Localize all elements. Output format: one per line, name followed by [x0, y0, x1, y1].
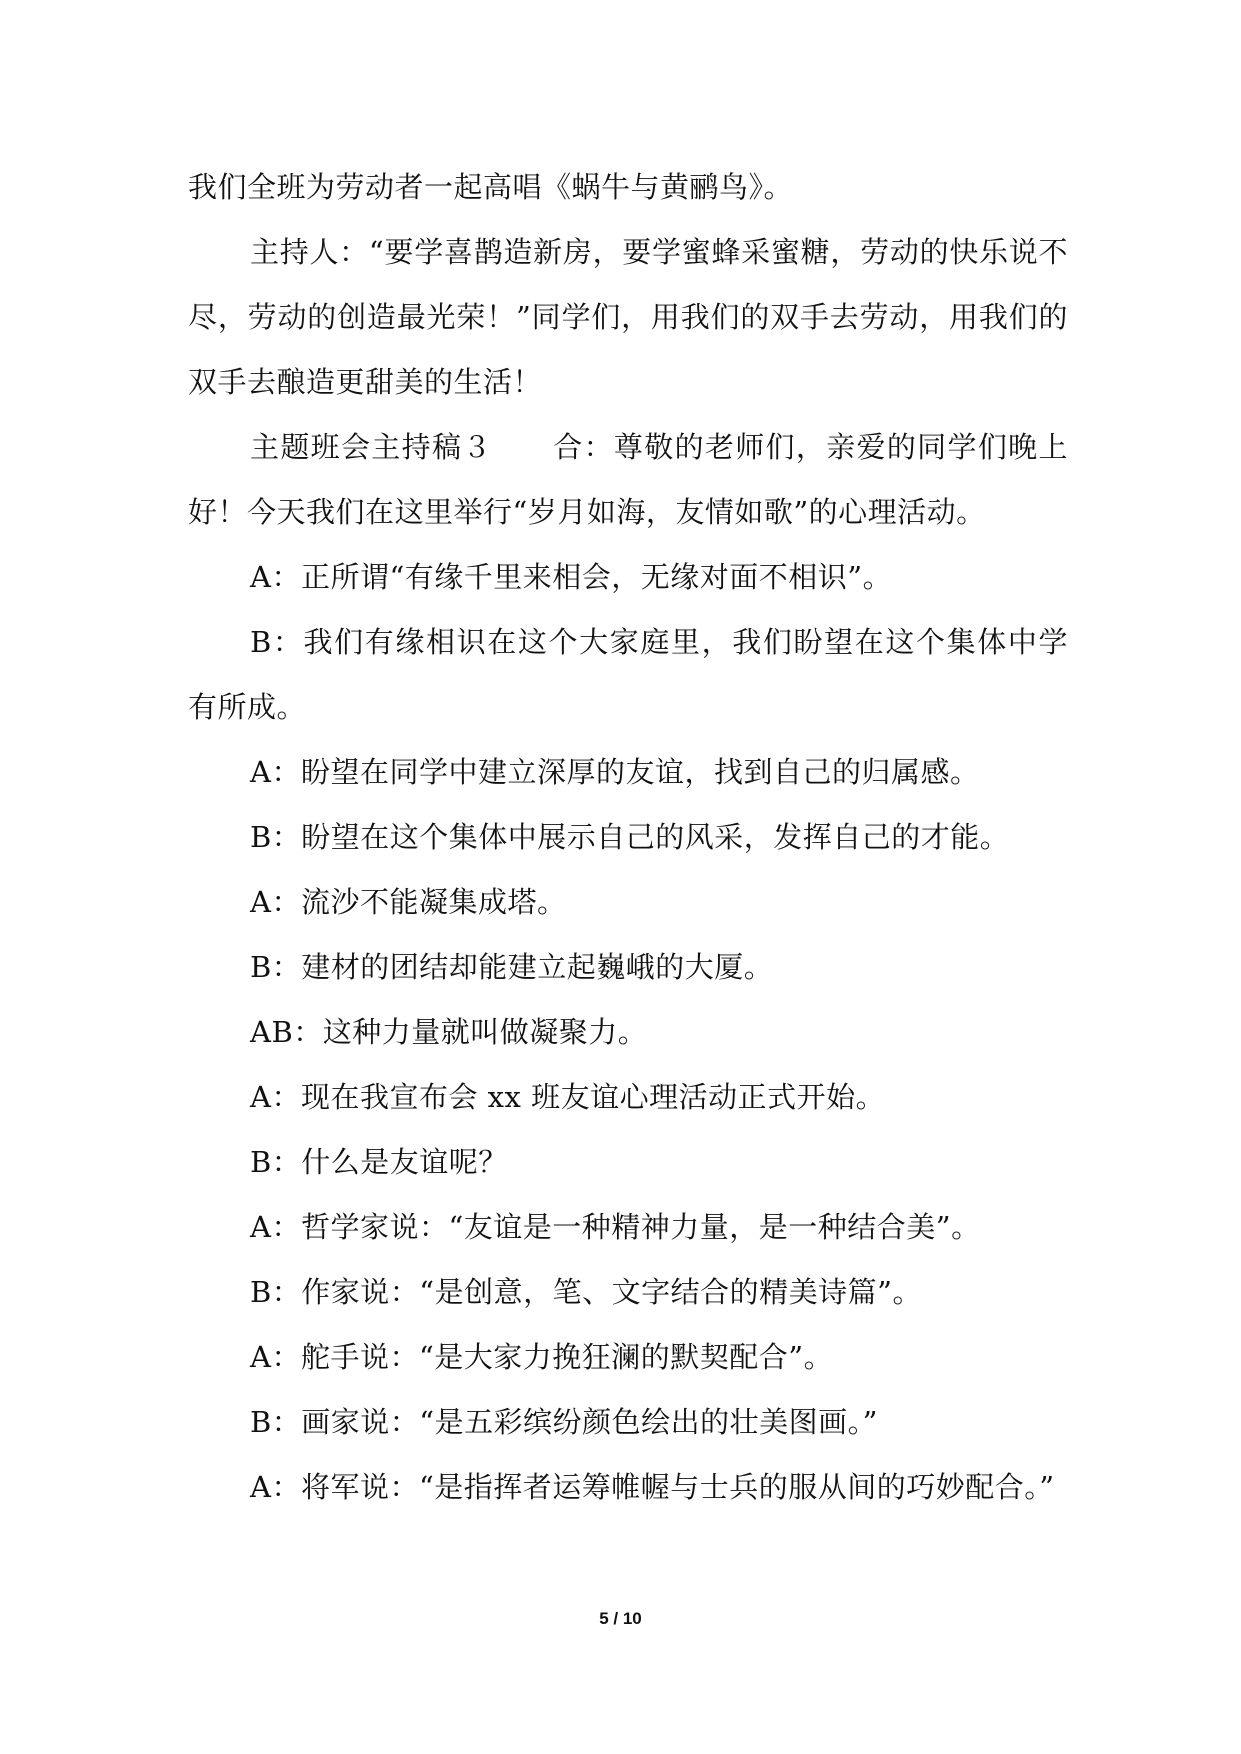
paragraph-10: AB：这种力量就叫做凝聚力。 — [250, 1015, 648, 1049]
paragraph-13: A：哲学家说：“友谊是一种精神力量，是一种结合美”。 — [250, 1210, 981, 1244]
paragraph-1: 我们全班为劳动者一起高唱《蜗牛与黄鹂鸟》。 — [188, 170, 794, 204]
paragraph-16: B：画家说：“是五彩缤纷颜色绘出的壮美图画。” — [250, 1405, 878, 1439]
document-body — [188, 155, 1068, 1520]
paragraph-5: B：我们有缘相识在这个大家庭里，我们盼望在这个集体中学有所成。 — [188, 625, 1068, 724]
paragraph-11: A：现在我宣布会 xx 班友谊心理活动正式开始。 — [250, 1080, 886, 1114]
paragraph-6: A：盼望在同学中建立深厚的友谊，找到自己的归属感。 — [250, 755, 980, 789]
paragraph-3: 主题班会主持稿３ 合：尊敬的老师们，亲爱的同学们晚上好！今天我们在这里举行“岁月如海，友情如歌”的心理活动。 — [188, 430, 1068, 529]
paragraph-9: B：建材的团结却能建立起巍峨的大厦。 — [250, 950, 774, 984]
paragraph-15: A：舵手说：“是大家力挽狂澜的默契配合”。 — [250, 1340, 834, 1374]
paragraph-14: B：作家说：“是创意，笔、文字结合的精美诗篇”。 — [250, 1275, 922, 1309]
page-number: 5 / 10 — [599, 1609, 642, 1628]
paragraph-17: A：将军说：“是指挥者运筹帷幄与士兵的服从间的巧妙配合。” — [250, 1470, 1055, 1504]
paragraph-8: A：流沙不能凝集成塔。 — [250, 885, 567, 919]
paragraph-4: A：正所谓“有缘千里来相会，无缘对面不相识”。 — [250, 560, 893, 594]
paragraph-2: 主持人：“要学喜鹊造新房，要学蜜蜂采蜜糖，劳动的快乐说不尽，劳动的创造最光荣！”同学们，用我们的双手去劳动，用我们的双手去酿造更甜美的生活！ — [188, 235, 1068, 399]
paragraph-7: B：盼望在这个集体中展示自己的风采，发挥自己的才能。 — [250, 820, 1010, 854]
paragraph-12: B：什么是友谊呢？ — [250, 1145, 508, 1179]
